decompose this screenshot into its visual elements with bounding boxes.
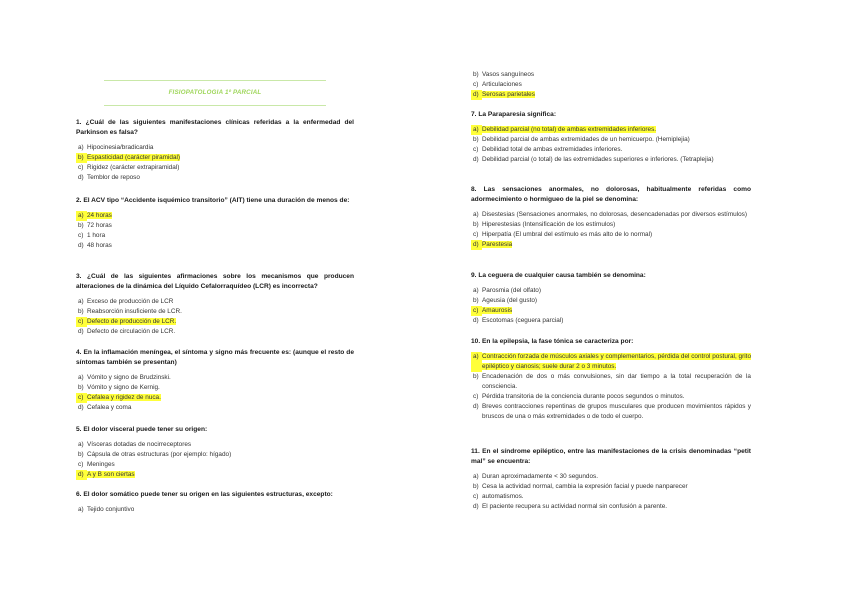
answer-option — [76, 241, 354, 251]
option-letter: c) — [473, 393, 479, 400]
option-text-wrap — [482, 240, 751, 250]
answer-option — [471, 80, 751, 90]
option-text: Vómito y signo de Brudzinski. — [87, 374, 171, 381]
option-text-wrap — [87, 317, 354, 327]
question-text: 2. El ACV tipo “Accidente isquémico transitorio” (AIT) tiene una duración de menos de: — [76, 197, 350, 204]
option-text-wrap — [87, 173, 354, 183]
option-letter: b) — [473, 297, 479, 304]
option-text: Vómito y signo de Kernig. — [87, 384, 160, 391]
option-letter: c) — [473, 493, 479, 500]
question-text: 1. ¿Cuál de las siguientes manifestaciones clínicas referidas a la enfermedad del Parkinson es falsa? — [76, 119, 354, 136]
question-text: 5. El dolor visceral puede tener su origen: — [76, 426, 208, 433]
option-letter: a) — [471, 352, 482, 372]
option-letter: d) — [471, 90, 482, 100]
option-text-wrap — [482, 80, 751, 90]
answer-option — [471, 392, 751, 402]
option-letter: c) — [473, 81, 479, 88]
option-text-wrap — [87, 450, 354, 460]
answer-option — [471, 472, 751, 482]
answer-option — [76, 297, 354, 307]
question-10 — [471, 337, 751, 422]
option-list — [471, 352, 751, 422]
answer-option — [471, 402, 751, 422]
question-5 — [76, 425, 354, 480]
option-text: Duran aproximadamente < 30 segundos. — [482, 473, 598, 480]
option-text: Contracción forzada de músculos axiales y complementarios, pérdida del control postural, grito epiléptico y cianosis; suele durar 2 o 3 minutos. — [482, 353, 751, 370]
option-text: Hiperestesias (Intensificación de los estímulos) — [482, 221, 616, 228]
answer-option — [76, 450, 354, 460]
option-letter: d) — [76, 470, 87, 480]
option-letter: c) — [76, 393, 87, 403]
question-text: 8. Las sensaciones anormales, no dolorosas, habitualmente referidas como adormecimiento o hormigueo de la piel se denomina: — [471, 186, 751, 203]
answer-option — [471, 316, 751, 326]
option-text-wrap — [482, 392, 751, 402]
answer-option — [76, 383, 354, 393]
option-text: Cefalea y coma — [87, 404, 132, 411]
option-text: Hiperpatía (El umbral del estímulo es más alto de lo normal) — [482, 231, 653, 238]
option-text-wrap — [482, 472, 751, 482]
option-text-wrap — [482, 286, 751, 296]
question-text: 6. El dolor somático puede tener su origen en las siguientes estructuras, excepto: — [76, 491, 333, 498]
option-letter: b) — [473, 373, 479, 380]
option-text-wrap — [482, 502, 751, 512]
option-text: Hipocinesia/bradicardia — [87, 144, 154, 151]
question-4 — [76, 348, 354, 413]
option-text-wrap — [87, 440, 354, 450]
option-text-wrap — [482, 316, 751, 326]
option-list — [76, 211, 354, 251]
option-letter: b) — [78, 308, 84, 315]
option-text-wrap — [87, 327, 354, 337]
question-text: 3. ¿Cuál de las siguientes afirmaciones sobre los mecanismos que producen alteraciones de la dinámica del Líquido Cefalorraquídeo (LCR) es incorrecta? — [76, 273, 354, 290]
option-text-wrap — [87, 403, 354, 413]
option-letter: b) — [78, 384, 84, 391]
option-text: Defecto de producción de LCR. — [87, 318, 177, 325]
option-text: Meninges — [87, 461, 115, 468]
document-title: FISIOPATOLOGIA 1º PARCIAL — [168, 89, 262, 96]
answer-option — [76, 307, 354, 317]
option-text-wrap — [482, 90, 751, 100]
option-letter: a) — [473, 473, 479, 480]
answer-option — [76, 143, 354, 153]
option-text-wrap — [87, 143, 354, 153]
option-text-wrap — [87, 297, 354, 307]
answer-option-highlighted — [471, 352, 751, 372]
option-letter: a) — [78, 298, 84, 305]
option-text: Parestesia — [482, 241, 513, 248]
option-text: Espasticidad (carácter piramidal) — [87, 154, 181, 161]
option-letter: c) — [76, 317, 87, 327]
option-text: A y B son ciertas — [87, 471, 135, 478]
question-11 — [471, 447, 751, 512]
option-text-wrap — [87, 153, 354, 163]
option-letter: d) — [473, 503, 479, 510]
option-letter: b) — [76, 153, 87, 163]
option-text: Encadenación de dos o más convulsiones, sin dar tiempo a la total recuperación de la consciencia. — [482, 373, 751, 390]
option-text-wrap — [482, 125, 751, 135]
option-list — [76, 440, 354, 480]
option-letter: a) — [78, 144, 84, 151]
option-text: Debilidad parcial (no total) de ambas extremidades inferiores. — [482, 126, 657, 133]
answer-option-highlighted — [76, 211, 354, 221]
question-6 — [76, 490, 354, 515]
option-text-wrap — [87, 383, 354, 393]
option-text-wrap — [482, 135, 751, 145]
answer-option-highlighted — [76, 317, 354, 327]
answer-option — [471, 210, 751, 220]
option-list — [76, 143, 354, 183]
answer-option — [76, 403, 354, 413]
option-text: 72 horas — [87, 222, 112, 229]
option-letter: c) — [473, 146, 479, 153]
option-text: Cápsula de otras estructuras (por ejemplo: hígado) — [87, 451, 232, 458]
answer-option-highlighted — [471, 240, 751, 250]
title-bottom-rule — [104, 105, 326, 106]
option-text: Exceso de producción de LCR — [87, 298, 174, 305]
answer-option-highlighted — [471, 90, 751, 100]
option-text: Cesa la actividad normal, cambia la expresión facial y puede nanparecer — [482, 483, 688, 490]
option-text: Tejido conjuntivo — [87, 506, 135, 513]
answer-option-highlighted — [76, 470, 354, 480]
answer-option — [471, 220, 751, 230]
option-text: Reabsorción insuficiente de LCR. — [87, 308, 182, 315]
answer-option-highlighted — [471, 306, 751, 316]
option-list — [76, 297, 354, 337]
option-text: Vasos sanguíneos — [482, 71, 535, 78]
question-text: 4. En la inflamación meníngea, el síntoma y signo más frecuente es: (aunque el resto de síntomas también se presentan) — [76, 349, 354, 366]
option-text-wrap — [482, 296, 751, 306]
option-text-wrap — [87, 470, 354, 480]
option-text: Temblor de reposo — [87, 174, 140, 181]
answer-option — [471, 145, 751, 155]
question-text: 9. La ceguera de cualquier causa también se denomina: — [471, 272, 646, 279]
answer-option — [76, 460, 354, 470]
option-text: automatismos. — [482, 493, 524, 500]
option-text: Parosmia (del olfato) — [482, 287, 541, 294]
header-block — [104, 80, 326, 106]
option-list — [471, 472, 751, 512]
option-text-wrap — [87, 163, 354, 173]
option-text: El paciente recupera su actividad normal sin confusión a parente. — [482, 503, 668, 510]
question-3 — [76, 272, 354, 337]
answer-option — [471, 155, 751, 165]
option-letter: d) — [78, 174, 84, 181]
option-letter: d) — [471, 240, 482, 250]
option-text: Disestesias (Sensaciones anormales, no dolorosas, desencadenadas por diversos estímulos) — [482, 211, 747, 218]
option-text: Pérdida transitoria de la conciencia durante pocos segundos o minutos. — [482, 393, 685, 400]
option-text: 48 horas — [87, 242, 112, 249]
option-letter: d) — [473, 317, 479, 324]
question-text: 10. En la epilepsia, la fase tónica se caracteriza por: — [471, 338, 634, 345]
option-letter: a) — [471, 125, 482, 135]
option-letter: c) — [471, 306, 482, 316]
option-letter: a) — [78, 374, 84, 381]
option-text-wrap — [87, 231, 354, 241]
option-letter: b) — [473, 136, 479, 143]
option-text-wrap — [482, 306, 751, 316]
option-letter: d) — [78, 328, 84, 335]
answer-option — [471, 296, 751, 306]
option-letter: a) — [473, 211, 479, 218]
answer-option — [471, 286, 751, 296]
answer-option — [471, 70, 751, 80]
option-text: Debilidad total de ambas extremidades inferiores. — [482, 146, 623, 153]
option-text-wrap — [482, 482, 751, 492]
option-letter: b) — [473, 71, 479, 78]
option-list — [471, 286, 751, 326]
question-1 — [76, 118, 354, 183]
option-list — [471, 70, 751, 100]
title-top-rule — [104, 80, 326, 81]
option-list — [76, 373, 354, 413]
option-text-wrap — [482, 70, 751, 80]
option-text-wrap — [87, 373, 354, 383]
answer-option — [76, 173, 354, 183]
question-9 — [471, 271, 751, 326]
option-text: Breves contracciones repentinas de grupos musculares que producen movimientos rápidos y bruscos de una o más extremidades o de todo el cuerpo. — [482, 403, 751, 420]
option-text: Serosas parietales — [482, 91, 535, 98]
option-text: Articulaciones — [482, 81, 522, 88]
option-text-wrap — [482, 352, 751, 372]
option-list — [76, 505, 354, 515]
option-list — [471, 125, 751, 165]
option-letter: c) — [473, 231, 479, 238]
answer-option — [471, 135, 751, 145]
answer-option — [76, 373, 354, 383]
option-text: Ageusia (del gusto) — [482, 297, 538, 304]
answer-option — [471, 482, 751, 492]
option-letter: a) — [76, 211, 87, 221]
question-6-cont — [471, 70, 751, 100]
answer-option — [471, 492, 751, 502]
question-text: 11. En el síndrome epiléptico, entre las manifestaciones de la crisis denominadas “petit mal” se encuentra: — [471, 448, 751, 465]
answer-option — [76, 440, 354, 450]
question-7 — [471, 110, 751, 165]
answer-option — [76, 231, 354, 241]
option-text: Defecto de circulación de LCR. — [87, 328, 176, 335]
option-text-wrap — [87, 460, 354, 470]
question-text: 7. La Paraparesia significa: — [471, 111, 557, 118]
option-text: Escotomas (ceguera parcial) — [482, 317, 564, 324]
option-text-wrap — [87, 307, 354, 317]
option-text: Vísceras dotadas de nocirreceptores — [87, 441, 192, 448]
answer-option — [76, 163, 354, 173]
option-text: Debilidad parcial de ambas extremidades de un hemicuerpo. (Hemiplejia) — [482, 136, 690, 143]
option-letter: b) — [78, 451, 84, 458]
option-text-wrap — [87, 241, 354, 251]
option-text-wrap — [482, 220, 751, 230]
option-letter: a) — [473, 287, 479, 294]
option-text-wrap — [482, 155, 751, 165]
answer-option-highlighted — [471, 125, 751, 135]
answer-option — [76, 505, 354, 515]
option-letter: d) — [473, 403, 479, 410]
option-letter: b) — [473, 221, 479, 228]
option-text-wrap — [482, 210, 751, 220]
answer-option — [471, 230, 751, 240]
option-text-wrap — [482, 492, 751, 502]
option-list — [471, 210, 751, 250]
option-letter: d) — [78, 404, 84, 411]
answer-option — [76, 221, 354, 231]
question-8 — [471, 185, 751, 250]
option-letter: c) — [78, 164, 84, 171]
option-text-wrap — [87, 211, 354, 221]
option-text-wrap — [87, 393, 354, 403]
question-2 — [76, 196, 354, 251]
option-text-wrap — [87, 221, 354, 231]
answer-option-highlighted — [76, 393, 354, 403]
option-letter: a) — [78, 506, 84, 513]
option-text-wrap — [482, 145, 751, 155]
option-text: 24 horas — [87, 212, 112, 219]
answer-option-highlighted — [76, 153, 354, 163]
option-text: Cefalea y rigidez de nuca. — [87, 394, 161, 401]
option-letter: d) — [473, 156, 479, 163]
option-letter: d) — [78, 242, 84, 249]
option-letter: b) — [473, 483, 479, 490]
option-letter: b) — [78, 222, 84, 229]
option-text: 1 hora — [87, 232, 106, 239]
option-text: Amaurosis — [482, 307, 513, 314]
option-letter: c) — [78, 461, 84, 468]
option-text: Rigidez (carácter extrapiramidal) — [87, 164, 180, 171]
option-letter: c) — [78, 232, 84, 239]
answer-option — [471, 502, 751, 512]
option-text-wrap — [482, 372, 751, 392]
option-letter: a) — [78, 441, 84, 448]
answer-option — [76, 327, 354, 337]
answer-option — [471, 372, 751, 392]
option-text-wrap — [87, 505, 354, 515]
option-text: Debilidad parcial (o total) de las extremidades superiores e inferiores. (Tetraplejia) — [482, 156, 714, 163]
option-text-wrap — [482, 230, 751, 240]
option-text-wrap — [482, 402, 751, 422]
